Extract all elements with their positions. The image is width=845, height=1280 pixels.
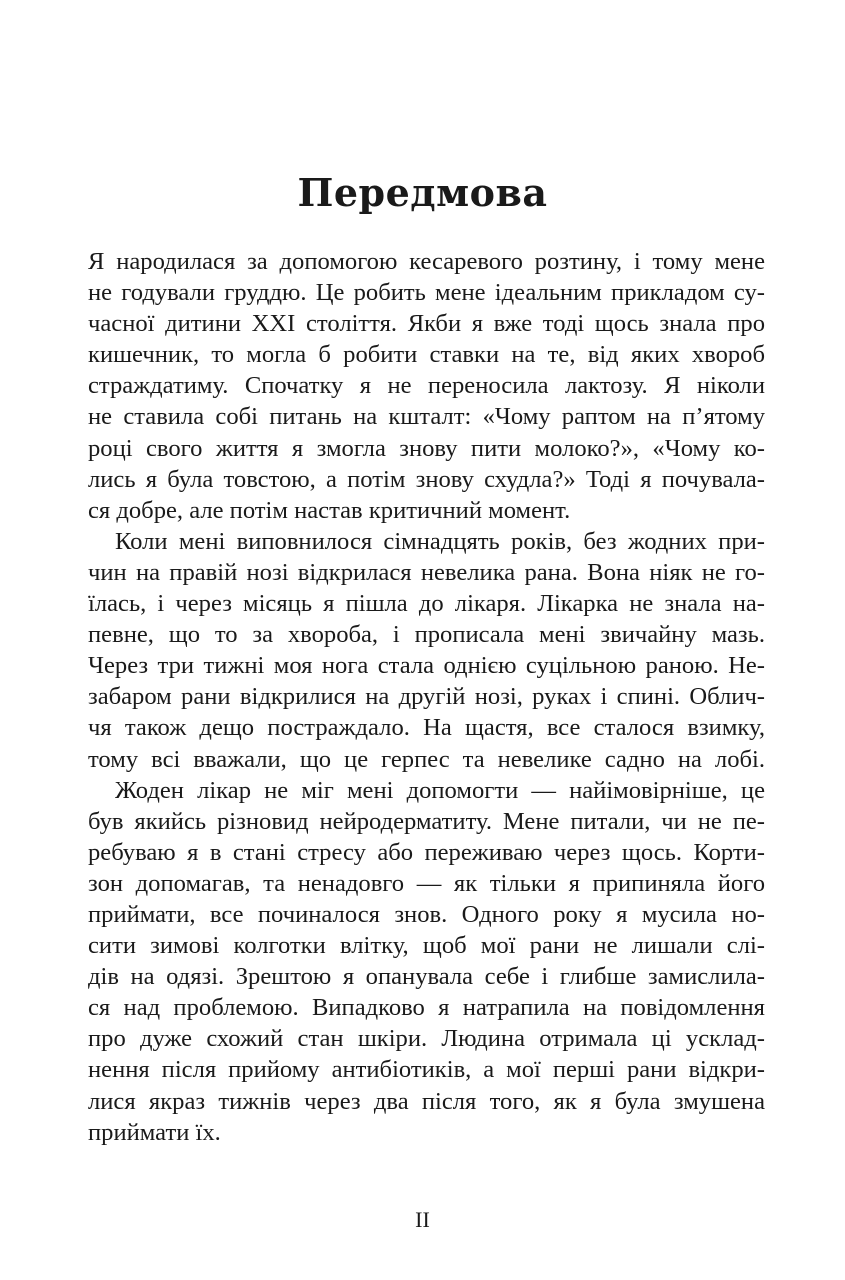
text-line: зон допомагав, та ненадовго — як тільки я припиняла його	[88, 869, 765, 897]
text-line: страждатиму. Спочатку я не переносила лактозу. Я ніколи	[88, 372, 765, 400]
chapter-title: Передмова	[297, 170, 548, 215]
text-line: чя також дещо постраждало. На щастя, все сталося взимку,	[88, 714, 765, 742]
text-line: їлась, і через місяць я пішла до лікаря. Лікарка не знала на-	[88, 590, 765, 618]
page-number: II	[415, 1207, 430, 1232]
text-line: Через три тижні моя нога стала однією суцільною раною. Не-	[88, 652, 765, 680]
text-line: певне, що то за хвороба, і прописала мені звичайну мазь.	[88, 621, 765, 649]
text-line: часної дитини XXI століття. Якби я вже тоді щось знала про	[88, 310, 765, 338]
text-line: ребуваю я в стані стресу або переживаю через щось. Корти-	[88, 838, 765, 866]
text-line: Я народилася за допомогою кесаревого розтину, і тому мене	[88, 248, 765, 275]
text-line: забаром рани відкрилися на другій нозі, руках і спині. Облич-	[88, 683, 765, 711]
text-line: ся добре, але потім настав критичний момент.	[88, 496, 571, 524]
text-line: приймати, все починалося знов. Одного року я мусила но-	[88, 900, 765, 928]
paragraph-3	[88, 775, 765, 1148]
body-text	[88, 246, 765, 1148]
text-line: кишечник, то могла б робити ставки на те, від яких хвороб	[88, 341, 765, 369]
paragraph-1	[88, 246, 765, 526]
text-line: ся над проблемою. Випадково я натрапила на повідомлення	[88, 994, 765, 1022]
text-line: сити зимові колготки влітку, щоб мої рани не лишали слі-	[88, 932, 765, 960]
text-line: був якийсь різновид нейродерматиту. Мене питали, чи не пе-	[88, 807, 765, 835]
text-line: не годували груддю. Це робить мене ідеальним прикладом су-	[88, 279, 765, 307]
text-line: не ставила собі питань на кшталт: «Чому раптом на п’ятому	[88, 403, 765, 431]
text-line: році свого життя я змогла знову пити молоко?», «Чому ко-	[88, 434, 765, 462]
text-line: лися якраз тижнів через два після того, як я була змушена	[88, 1087, 765, 1115]
text-line: приймати їх.	[88, 1118, 221, 1146]
text-line: Жоден лікар не міг мені допомогти — найімовірніше, це	[115, 776, 765, 804]
text-line: чин на правій нозі відкрилася невелика рана. Вона ніяк не го-	[88, 558, 765, 586]
text-line: тому всі вважали, що це герпес та невелике садно на лобі.	[88, 745, 765, 773]
text-line: лись я була товстою, а потім знову схудла?» Тоді я почувала-	[88, 465, 765, 493]
text-line: дів на одязі. Зрештою я опанувала себе і глибше замислила-	[88, 963, 765, 991]
paragraph-2	[88, 526, 765, 775]
text-line: про дуже схожий стан шкіри. Людина отримала ці усклад-	[88, 1025, 765, 1053]
text-line: нення після прийому антибіотиків, а мої перші рани відкри-	[88, 1056, 765, 1084]
text-line: Коли мені виповнилося сімнадцять років, без жодних при-	[115, 527, 765, 555]
